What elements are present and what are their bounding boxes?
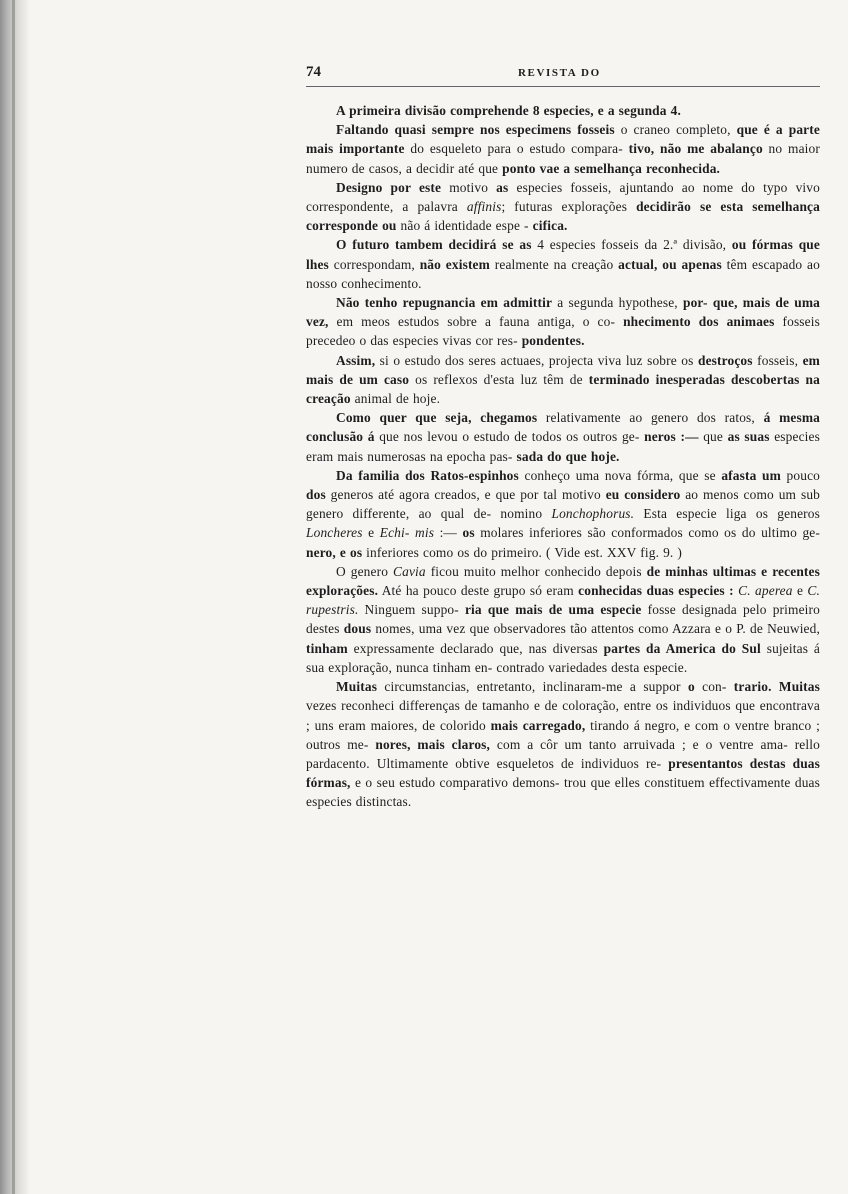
text-segment: dous bbox=[343, 621, 372, 637]
text-segment: dos bbox=[306, 487, 326, 503]
text-segment: de minhas ultimas e recentes explorações. bbox=[306, 563, 820, 599]
text-segment: :— bbox=[434, 525, 463, 541]
paragraph bbox=[306, 408, 820, 466]
text-segment: os reflexos d'esta luz têm de bbox=[409, 371, 589, 387]
text-segment: 4 especies fosseis da 2.ª divisão, bbox=[531, 237, 732, 253]
text-segment: O futuro tambem decidirá se as bbox=[336, 237, 532, 253]
text-segment: tirando á negro, e com o ventre branco ; outros me- bbox=[306, 717, 820, 752]
paragraph bbox=[306, 351, 820, 409]
text-segment: a segunda hypothese, bbox=[552, 295, 683, 311]
text-segment: Echi- mis bbox=[379, 525, 435, 541]
text-segment: ao menos como um sub genero differente, ao qual de- bbox=[306, 487, 821, 522]
text-segment: nomes, uma vez que observadores tão attentos como Azzara e o P. de Neuwied, bbox=[371, 621, 820, 637]
text-segment: generos até agora creados, e que por tal motivo bbox=[325, 487, 606, 503]
text-segment: decidirão se esta semelhança corresponde ou bbox=[306, 199, 820, 234]
text-segment: C. rupestris. bbox=[306, 583, 821, 618]
text-segment: presentantos destas duas fórmas, bbox=[306, 755, 821, 791]
text-segment: em meos estudos sobre a fauna antiga, o co- bbox=[328, 314, 624, 330]
text-segment: nores, mais claros, bbox=[375, 736, 491, 752]
text-segment: Como quer que seja, chegamos bbox=[336, 410, 538, 426]
text-segment: por- que, mais de uma vez, bbox=[306, 295, 820, 330]
text-segment: sada do que hoje. bbox=[516, 448, 620, 464]
text-segment: Da familia dos Ratos-espinhos bbox=[336, 467, 519, 483]
text-segment: tivo, não me abalanço bbox=[628, 141, 763, 157]
running-head: REVISTA DO bbox=[518, 67, 601, 79]
text-segment: ou fórmas que lhes bbox=[306, 237, 820, 272]
text-segment: conheço uma nova fórma, que se bbox=[518, 467, 722, 483]
text-segment: terminado inesperadas descobertas na creação bbox=[306, 371, 820, 407]
text-segment: fosseis precedeo o das especies vivas cor res- bbox=[306, 314, 820, 349]
text-segment: relativamente ao genero dos ratos, bbox=[537, 410, 764, 426]
text-segment: Muitas bbox=[336, 679, 378, 695]
binding-shadow bbox=[0, 0, 30, 1194]
text-segment: C. aperea bbox=[738, 583, 793, 599]
text-segment: circumstancias, entretanto, inclinaram-me a suppor bbox=[377, 679, 688, 695]
text-segment: partes da America do Sul bbox=[603, 640, 761, 656]
text-segment: animal de hoje. bbox=[350, 391, 441, 407]
text-segment: as bbox=[496, 179, 509, 195]
text-segment: sujeitas á sua exploração, nunca tinham en- contrado variedades desta especie. bbox=[306, 640, 820, 675]
text-segment: actual, ou apenas bbox=[618, 256, 722, 272]
text-segment: molares inferiores são conformados como os do ultimo ge- bbox=[474, 525, 820, 541]
text-segment: que nos levou o estudo de todos os outros ge- bbox=[374, 429, 645, 445]
text-segment: vezes reconheci differenças de tamanho e de coloração, entre os individuos que encontrava ; uns eram maiores, de colorido bbox=[306, 698, 820, 733]
text-segment: fosseis, bbox=[752, 352, 803, 368]
text-segment: cifica. bbox=[532, 218, 568, 234]
paragraph bbox=[306, 235, 820, 293]
paragraph bbox=[306, 677, 820, 811]
text-segment: conhecidas duas especies : bbox=[578, 583, 734, 599]
paragraph bbox=[306, 293, 820, 351]
text-segment: Loncheres bbox=[306, 525, 363, 541]
text-segment: pouco bbox=[780, 467, 821, 483]
text-segment: correspondam, bbox=[328, 256, 420, 272]
text-segment: realmente na creação bbox=[489, 256, 619, 272]
text-segment: as suas bbox=[727, 429, 770, 445]
text-segment: inferiores como os do primeiro. ( Vide est. XXV fig. 9. ) bbox=[362, 544, 683, 560]
text-segment: eu considero bbox=[605, 487, 681, 503]
text-segment: Designo por este bbox=[336, 179, 442, 195]
text-segment: têm escapado ao nosso conhecimento. bbox=[306, 256, 820, 291]
text-segment: Não tenho repugnancia em admittir bbox=[336, 295, 553, 311]
text-segment: o bbox=[687, 679, 695, 695]
paragraph bbox=[306, 101, 820, 120]
text-segment: ficou muito melhor conhecido depois bbox=[425, 563, 647, 579]
text-segment: especies fosseis, ajuntando ao nome do typo vivo correspondente, a palavra bbox=[306, 179, 820, 215]
page-number: 74 bbox=[306, 64, 321, 80]
text-segment: expressamente declarado que, nas diversas bbox=[347, 640, 604, 656]
text-segment: ; futuras explorações bbox=[501, 199, 637, 215]
text-segment: con- bbox=[694, 679, 734, 695]
text-segment: não á identidade espe - bbox=[396, 218, 533, 234]
text-segment: do esqueleto para o estudo compara- bbox=[404, 141, 629, 157]
text-segment: nero, e os bbox=[306, 544, 363, 560]
paragraph bbox=[306, 120, 820, 178]
text-segment: os bbox=[462, 525, 475, 541]
text-segment: com a côr um tanto arruivada ; e o ventre ama- rello pardacento. Ultimamente obtive esqueletos de individuos re- bbox=[306, 736, 820, 771]
binding-edge bbox=[12, 0, 15, 1194]
text-segment: Assim, bbox=[336, 352, 376, 368]
paragraph bbox=[306, 562, 820, 677]
text-segment: e bbox=[362, 525, 380, 541]
text-segment: Cavia bbox=[393, 563, 426, 579]
text-segment: Ninguem suppo- bbox=[358, 602, 465, 618]
text-segment: em mais de um caso bbox=[306, 352, 820, 387]
paragraph bbox=[306, 466, 820, 562]
text-segment: si o estudo dos seres actuaes, projecta viva luz sobre os bbox=[375, 352, 698, 368]
text-segment: ponto vae a semelhança reconhecida. bbox=[502, 160, 721, 176]
text-segment: que bbox=[698, 429, 728, 445]
text-segment: motivo bbox=[441, 179, 497, 195]
text-segment: trario. Muitas bbox=[733, 679, 820, 695]
paragraph bbox=[306, 178, 820, 236]
text-segment: o craneo completo, bbox=[614, 122, 737, 138]
text-segment: Esta especie liga os generos bbox=[634, 506, 820, 522]
text-segment: tinham bbox=[306, 640, 348, 656]
text-segment: afasta um bbox=[721, 467, 781, 483]
text-segment: O genero bbox=[336, 563, 394, 579]
text-segment: e o seu estudo comparativo demons- trou que elles constituem effectivamente duas especies distinctas. bbox=[306, 775, 820, 810]
text-segment: affinis bbox=[466, 199, 502, 215]
text-segment: neros :— bbox=[644, 429, 699, 445]
article-body bbox=[306, 101, 820, 812]
text-segment: especies eram mais numerosas na epocha pas- bbox=[306, 429, 821, 464]
text-segment: A primeira divisão comprehende 8 especies, e a segunda 4. bbox=[336, 103, 681, 118]
text-segment: á mesma conclusão á bbox=[306, 410, 820, 445]
page bbox=[306, 64, 820, 812]
text-segment: mais carregado, bbox=[490, 717, 586, 733]
text-segment: que é a parte mais importante bbox=[306, 122, 820, 157]
text-segment: no maior numero de casos, a decidir até que bbox=[306, 141, 820, 176]
page-header bbox=[306, 64, 820, 87]
text-segment: ria que mais de uma especie bbox=[464, 602, 642, 618]
text-segment: não existem bbox=[419, 256, 490, 272]
text-segment: pondentes. bbox=[521, 333, 585, 349]
text-segment: destroços bbox=[697, 352, 753, 368]
text-segment: nhecimento dos animaes bbox=[623, 314, 775, 330]
text-segment: Até ha pouco deste grupo só eram bbox=[378, 583, 579, 599]
text-segment: e bbox=[792, 583, 808, 599]
text-segment: Faltando quasi sempre nos especimens fosseis bbox=[336, 122, 615, 138]
text-segment: fosse designada pelo primeiro destes bbox=[306, 602, 821, 637]
text-segment: Lonchophorus. bbox=[551, 506, 635, 522]
text-segment: nomino bbox=[500, 506, 552, 522]
